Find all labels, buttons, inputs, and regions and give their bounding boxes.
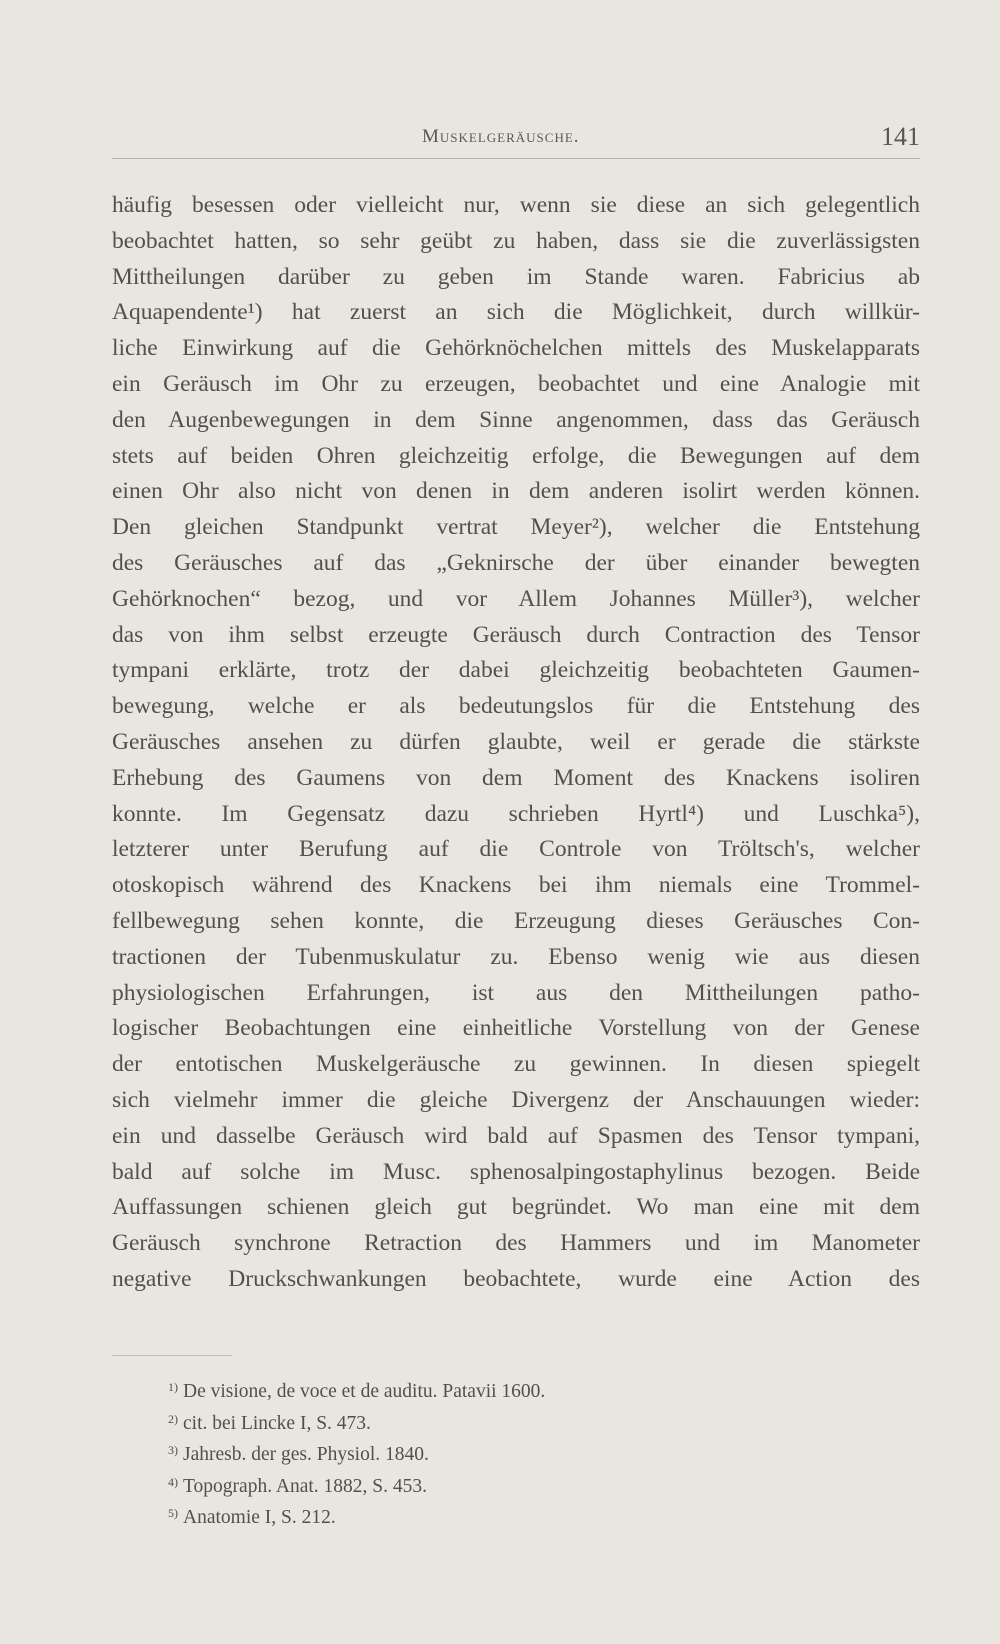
footnote-mark: 3): [168, 1443, 178, 1457]
text-line: das von ihm selbst erzeugte Geräusch durch Contraction des Tensor: [112, 621, 920, 648]
text-line: Aquapendente¹) hat zuerst an sich die Möglichkeit, durch willkür-: [112, 299, 920, 326]
footnote: [168, 1498, 868, 1530]
page-header: [112, 122, 920, 159]
footnote-mark: 2): [168, 1411, 178, 1426]
page-number: 141: [881, 122, 920, 151]
text-line: Geräusches ansehen zu dürfen glaubte, weil er gerade die stärkste: [112, 728, 920, 755]
text-line: bald auf solche im Musc. sphenosalpingostaphylinus bezogen. Beide: [112, 1158, 920, 1185]
footnote: [168, 1435, 868, 1467]
text-line: Mittheilungen darüber zu geben im Stande waren. Fabricius ab: [112, 263, 920, 290]
text-line: liche Einwirkung auf die Gehörknöchelchen mittels des Muskelapparats: [112, 335, 920, 362]
text-line: Auffassungen schienen gleich gut begründet. Wo man eine mit dem: [112, 1194, 920, 1221]
footnote-divider: [112, 1355, 232, 1356]
footnote: [168, 1404, 868, 1436]
text-line: letzterer unter Berufung auf die Controle von Tröltsch's, welcher: [112, 836, 920, 863]
text-line: negative Druckschwankungen beobachtete, wurde eine Action des: [112, 1265, 920, 1292]
footnote-text: Jahresb. der ges. Physiol. 1840.: [183, 1444, 429, 1465]
text-line: ein Geräusch im Ohr zu erzeugen, beobachtet und eine Analogie mit: [112, 370, 920, 397]
text-line: den Augenbewegungen in dem Sinne angenommen, dass das Geräusch: [112, 406, 920, 433]
text-line: des Geräusches auf das „Geknirsche der über einander bewegten: [112, 549, 920, 576]
text-line: stets auf beiden Ohren gleichzeitig erfolge, die Bewegungen auf dem: [112, 442, 920, 469]
text-line: häufig besessen oder vielleicht nur, wenn sie diese an sich gelegentlich: [112, 192, 920, 218]
footnote-text: cit. bei Lincke I, S. 473.: [183, 1412, 371, 1434]
text-line: physiologischen Erfahrungen, ist aus den Mittheilungen patho-: [112, 979, 920, 1006]
text-line: konnte. Im Gegensatz dazu schrieben Hyrtl⁴) und Luschka⁵),: [112, 800, 920, 827]
text-line: Geräusch synchrone Retraction des Hammers und im Manometer: [112, 1230, 920, 1257]
text-line: tractionen der Tubenmuskulatur zu. Ebenso wenig wie aus diesen: [112, 943, 920, 970]
body-text: [112, 188, 920, 1298]
text-line: der entotischen Muskelgeräusche zu gewinnen. In diesen spiegelt: [112, 1051, 920, 1078]
text-line: einen Ohr also nicht von denen in dem anderen isolirt werden können.: [112, 478, 920, 505]
text-line: Erhebung des Gaumens von dem Moment des Knackens isoliren: [112, 764, 920, 791]
footnote-mark: 5): [168, 1506, 178, 1520]
text-line: logischer Beobachtungen eine einheitliche Vorstellung von der Genese: [112, 1015, 920, 1042]
footnote-mark: 4): [168, 1474, 178, 1489]
footnote-text: Topograph. Anat. 1882, S. 453.: [183, 1475, 427, 1497]
running-title: Muskelgeräusche.: [422, 126, 580, 147]
text-line: sich vielmehr immer die gleiche Divergenz der Anschauungen wieder:: [112, 1086, 920, 1113]
footnote: [168, 1467, 868, 1499]
text-line: Gehörknochen“ bezog, und vor Allem Johannes Müller³), welcher: [112, 585, 920, 612]
text-line: otoskopisch während des Knackens bei ihm niemals eine Trommel-: [112, 872, 920, 899]
text-line: Den gleichen Standpunkt vertrat Meyer²), welcher die Entstehung: [112, 514, 920, 541]
text-line: tympani erklärte, trotz der dabei gleichzeitig beobachteten Gaumen-: [112, 657, 920, 684]
text-line: beobachtet hatten, so sehr geübt zu haben, dass sie die zuverlässigsten: [112, 227, 920, 254]
text-line: ein und dasselbe Geräusch wird bald auf Spasmen des Tensor tympani,: [112, 1122, 920, 1149]
text-line: bewegung, welche er als bedeutungslos für die Entstehung des: [112, 693, 920, 720]
footnote: [168, 1372, 868, 1404]
footnote-text: Anatomie I, S. 212.: [183, 1507, 336, 1528]
footnote-text: De visione, de voce et de auditu. Patavii 1600.: [183, 1381, 546, 1402]
text-line: fellbewegung sehen konnte, die Erzeugung dieses Geräusches Con-: [112, 907, 920, 934]
footnote-mark: 1): [168, 1380, 178, 1394]
footnotes: [168, 1372, 868, 1530]
